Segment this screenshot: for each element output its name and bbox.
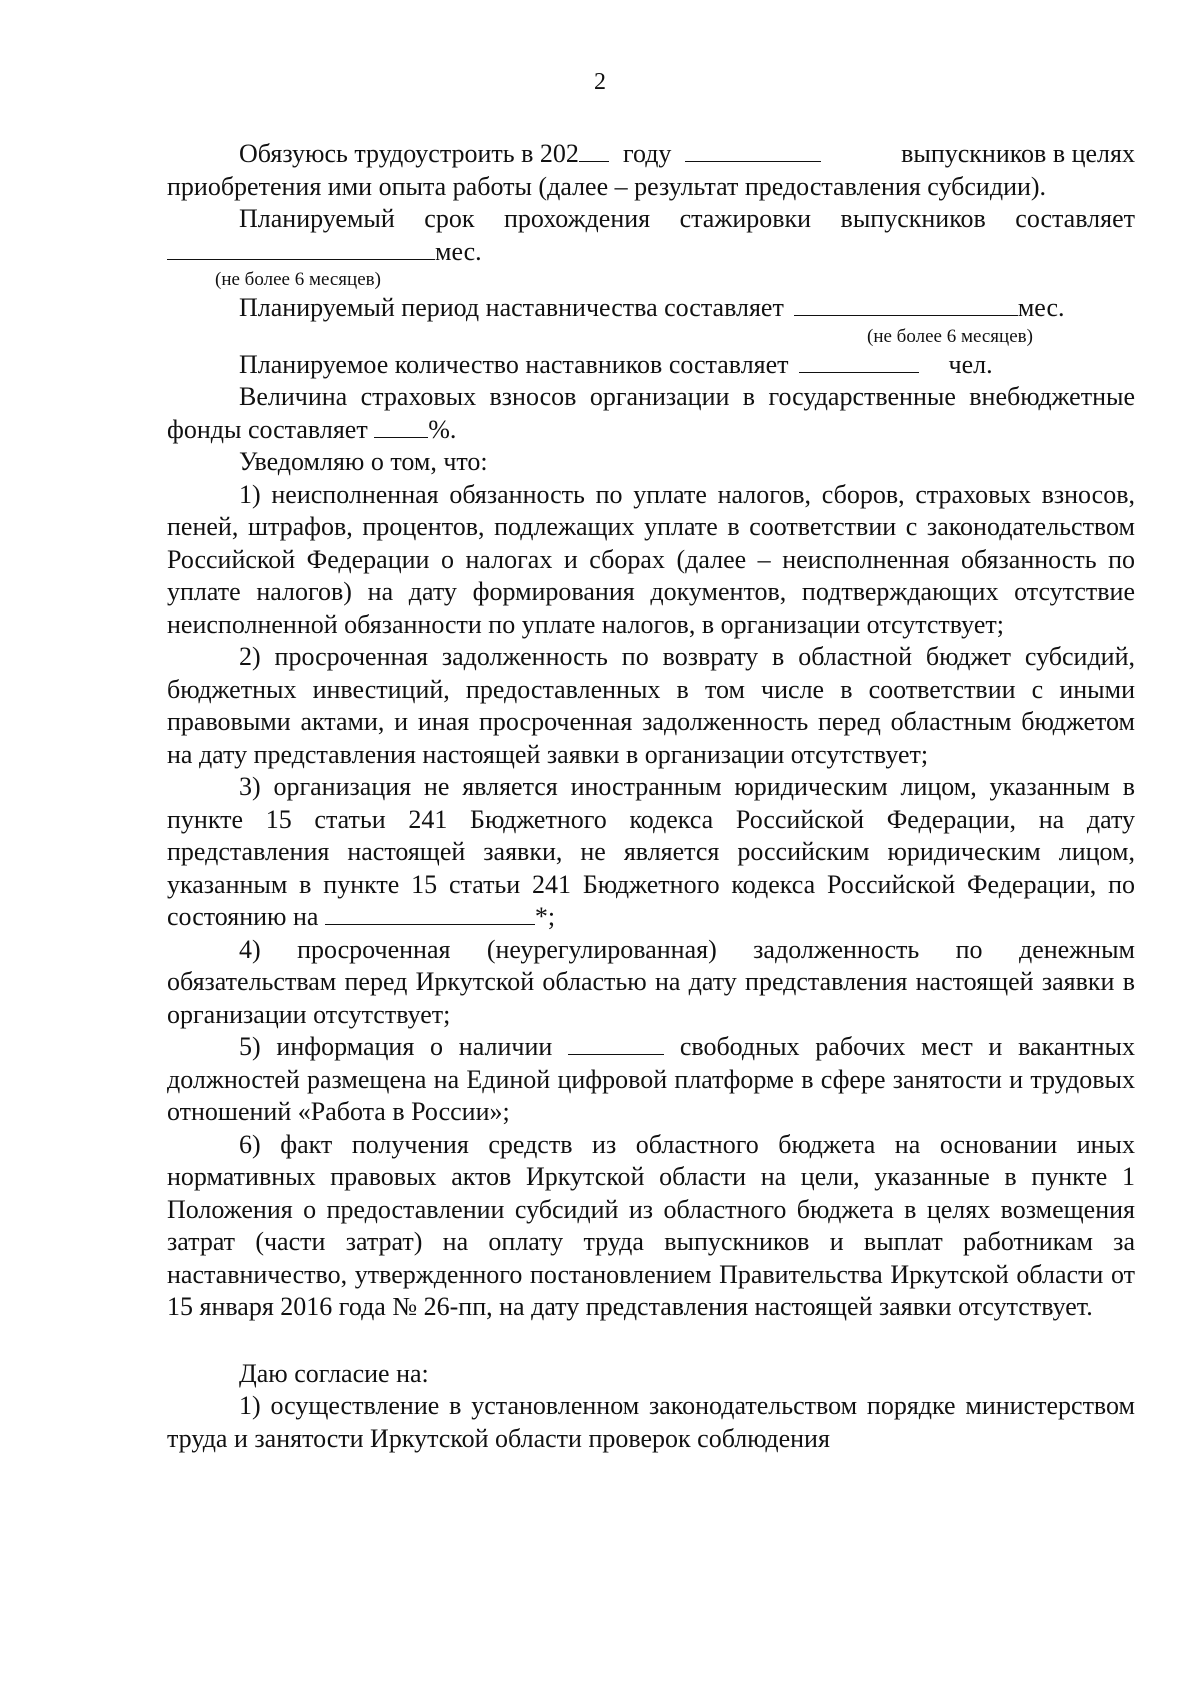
document-body (167, 138, 1135, 1455)
internship-term-line (167, 203, 1135, 236)
consent-item-1: 1) осуществление в установленном законодательством порядке министерством труда и занятости Иркутской области проверок соблюдения (167, 1391, 1135, 1453)
insurance-rate-unit: %. (428, 414, 457, 444)
mentors-count-line (167, 349, 1135, 382)
mentoring-months-blank (794, 295, 1018, 316)
notify-item-5-text-start: 5) информация о наличии (239, 1032, 553, 1061)
insurance-rate-text: Величина страховых взносов организации в государственные внебюджетные фонды составляет (167, 382, 1135, 444)
graduates-count-blank (685, 141, 821, 162)
internship-term-hint: (не более 6 месяцев) (215, 269, 381, 290)
mentoring-period-hint: (не более 6 месяцев) (867, 325, 1033, 347)
page-number: 2 (594, 69, 606, 95)
notify-item-5-text-end: свободных рабочих мест и вакантных должностей размещена на Единой цифровой платформе в сфере занятости и трудовых отношений «Работа в России»; (167, 1032, 1136, 1126)
notify-item-4: 4) просроченная (неурегулированная) задолженность по денежным обязательствам перед Иркутской областью на дату представления настоящей заявки в организации отсутствует; (167, 934, 1135, 1029)
internship-months-blank (167, 239, 435, 260)
mentoring-period-line (167, 292, 1135, 325)
notify-item-1: 1) неисполненная обязанность по уплате налогов, сборов, страховых взносов, пеней, штрафов, процентов, подлежащих уплате в соответствии с законодательством Российской Федерации о налогах и сборах (далее – неисполненная обязанность по уплате налогов) на дату формирования документов, подтверждающих отсутствие неисполненной обязанности по уплате налогов, в организации отсутствует; (167, 479, 1135, 639)
notify-intro: Уведомляю о том, что: (239, 447, 488, 476)
mentors-count-text: Планируемое количество наставников составляет (239, 349, 789, 379)
internship-term-text: Планируемый срок прохождения стажировки выпускников составляет (239, 204, 1135, 233)
insurance-rate-paragraph (167, 381, 1135, 446)
year-blank (579, 141, 609, 162)
internship-months-unit: мес. (435, 236, 482, 266)
commitment-text-start: Обязуюсь трудоустроить в 202 (239, 139, 579, 168)
insurance-rate-blank (374, 417, 428, 438)
vacancies-count-blank (568, 1034, 664, 1055)
notify-item-3 (167, 771, 1135, 934)
commitment-text-end: выпускников в целях (901, 139, 1135, 168)
commitment-continuation: приобретения ими опыта работы (далее – результат предоставления субсидии). (167, 171, 1047, 201)
internship-term-blank-line (167, 236, 1135, 269)
notify-item-3-footnote-mark: *; (534, 902, 556, 931)
commitment-text-year: году (622, 139, 672, 168)
notify-item-3-text: 3) организация не является иностранным юридическим лицом, указанным в пункте 15 статьи 241 Бюджетного кодекса Российской Федерации, на дату представления настоящей заявки, не является российским юридическим лицом, указанным в пункте 15 статьи 241 Бюджетного кодекса Российской Федерации, по состоянию на (167, 772, 1135, 931)
status-date-blank (325, 904, 535, 925)
notify-item-5 (167, 1031, 1135, 1129)
notify-item-6: 6) факт получения средств из областного бюджета на основании иных нормативных правовых актов Иркутской области на цели, указанные в пункте 1 Положения о предоставлении субсидий из областного бюджета в целях возмещения затрат (части затрат) на оплату труда выпускников и выплат работникам за наставничество, утвержденного постановлением Правительства Иркутской области от 15 января 2016 года № 26-пп, на дату представления настоящей заявки отсутствует. (167, 1129, 1135, 1321)
mentoring-period-text: Планируемый период наставничества составляет (239, 293, 784, 322)
notify-item-2: 2) просроченная задолженность по возврату в областной бюджет субсидий, бюджетных инвестиций, предоставленных в том числе в соответствии с иными правовыми актами, и иная просроченная задолженность перед областным бюджетом на дату представления настоящей заявки в организации отсутствует; (167, 642, 1135, 769)
consent-intro: Даю согласие на: (239, 1358, 429, 1388)
mentoring-months-unit: мес. (1017, 293, 1065, 322)
mentors-count-blank (799, 352, 919, 373)
employment-commitment-line (167, 138, 1135, 171)
mentors-count-unit: чел. (948, 349, 993, 379)
